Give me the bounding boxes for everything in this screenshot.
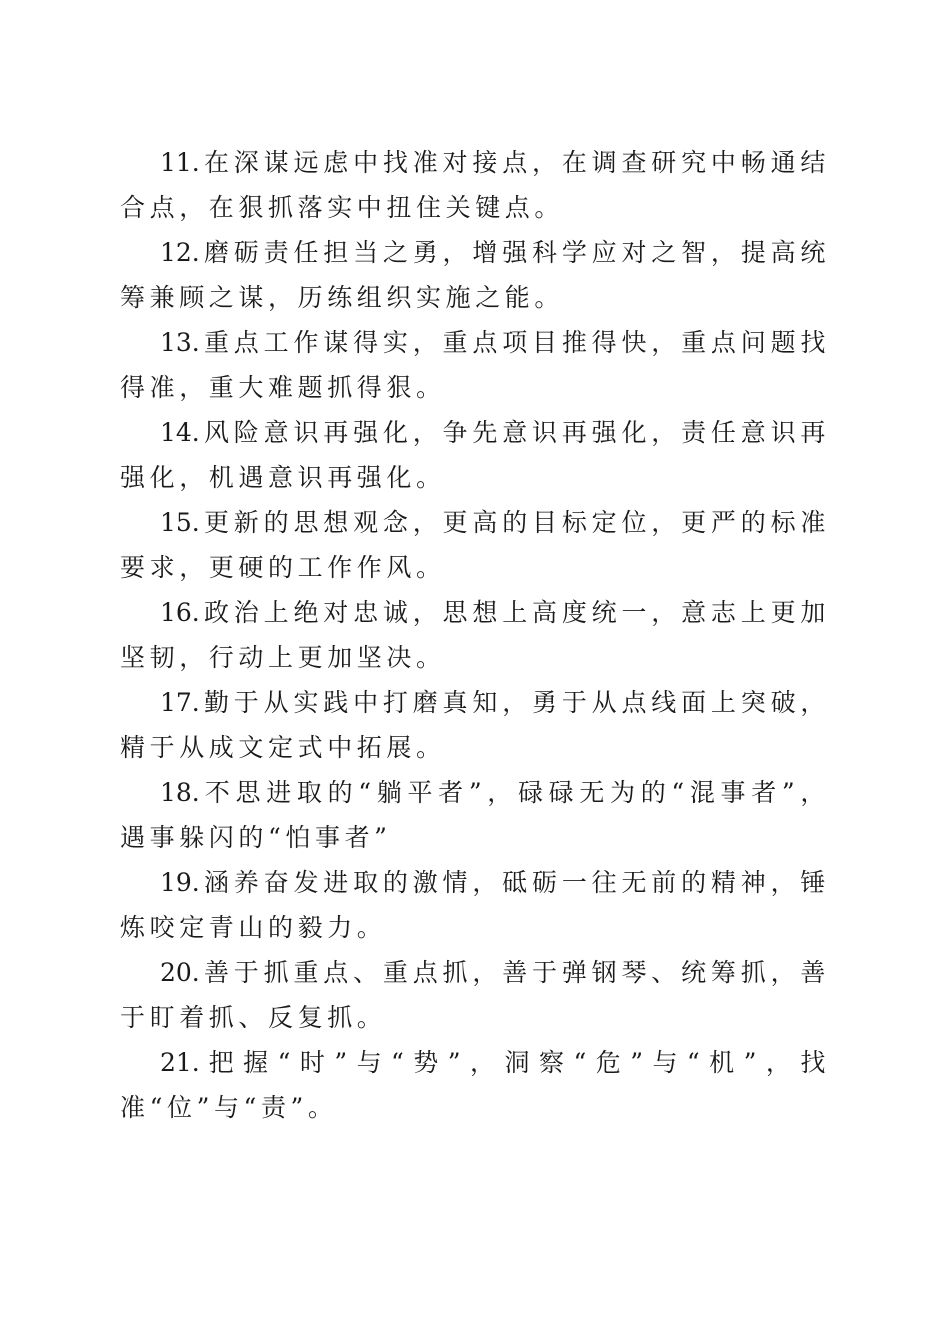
item-text: 勤于从实践中打磨真知，勇于从点线面上突破，精于从成文定式中拓展。	[120, 688, 830, 762]
item-number: 19.	[160, 868, 200, 897]
list-item	[120, 410, 830, 500]
item-text: 善于抓重点、重点抓，善于弹钢琴、统筹抓，善于盯着抓、反复抓。	[120, 958, 830, 1032]
document-body	[120, 140, 830, 1130]
item-text: 不思进取的“躺平者”，碌碌无为的“混事者”，遇事躲闪的“怕事者”	[120, 778, 830, 852]
item-number: 13.	[160, 328, 200, 357]
item-text: 政治上绝对忠诚，思想上高度统一，意志上更加坚韧，行动上更加坚决。	[120, 598, 830, 672]
item-text: 把握“时”与“势”，洞察“危”与“机”，找准“位”与“责”。	[120, 1048, 830, 1122]
item-text: 重点工作谋得实，重点项目推得快，重点问题找得准，重大难题抓得狠。	[120, 328, 830, 402]
item-number: 18.	[160, 778, 200, 807]
list-item	[120, 500, 830, 590]
item-number: 11.	[160, 148, 200, 177]
item-text: 磨砺责任担当之勇，增强科学应对之智，提高统筹兼顾之谋，历练组织实施之能。	[120, 238, 830, 312]
item-number: 14.	[160, 418, 200, 447]
item-text: 风险意识再强化，争先意识再强化，责任意识再强化，机遇意识再强化。	[120, 418, 830, 492]
item-text: 涵养奋发进取的激情，砥砺一往无前的精神，锤炼咬定青山的毅力。	[120, 868, 830, 942]
item-number: 21.	[160, 1048, 200, 1077]
item-number: 16.	[160, 598, 200, 627]
item-number: 20.	[160, 958, 200, 987]
list-item	[120, 950, 830, 1040]
list-item	[120, 590, 830, 680]
item-text: 在深谋远虑中找准对接点，在调查研究中畅通结合点，在狠抓落实中扭住关键点。	[120, 148, 830, 222]
item-number: 17.	[160, 688, 200, 717]
list-item	[120, 680, 830, 770]
list-item	[120, 1040, 830, 1130]
list-item	[120, 770, 830, 860]
list-item	[120, 860, 830, 950]
item-number: 15.	[160, 508, 200, 537]
list-item	[120, 320, 830, 410]
item-number: 12.	[160, 238, 200, 267]
item-text: 更新的思想观念，更高的目标定位，更严的标准要求，更硬的工作作风。	[120, 508, 830, 582]
list-item	[120, 140, 830, 230]
list-item	[120, 230, 830, 320]
